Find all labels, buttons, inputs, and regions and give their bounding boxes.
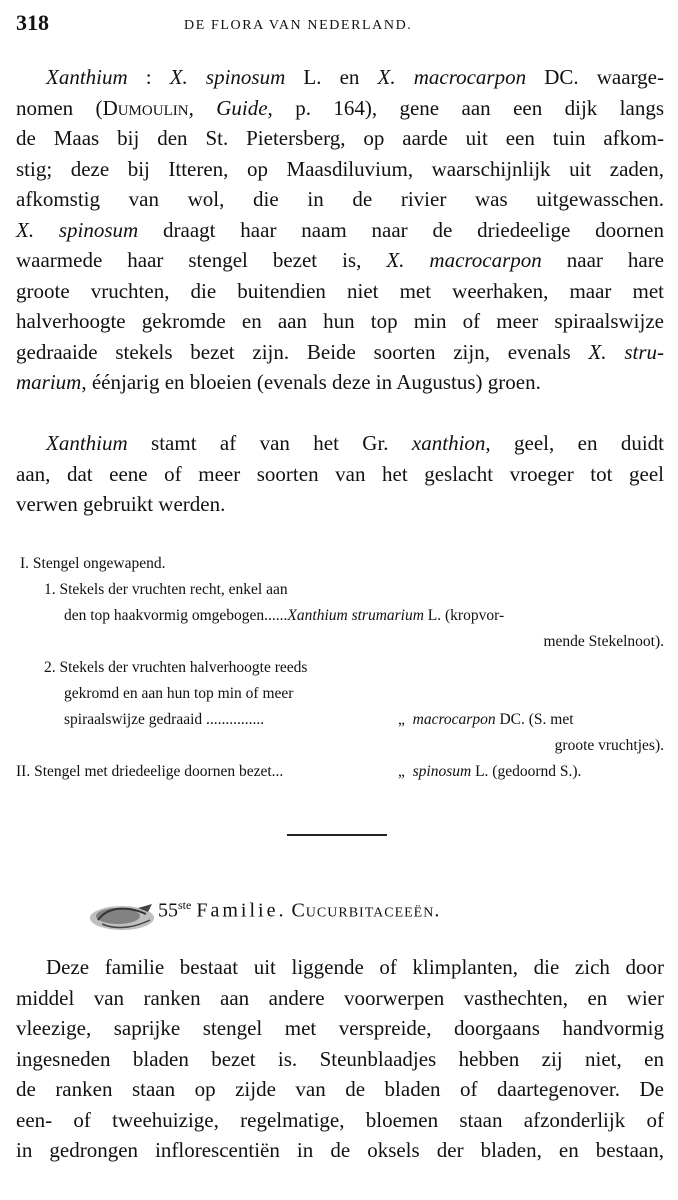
- key-item: den top haakvormig omgebogen......Xanthium strumarium L. (kropvor-: [64, 607, 505, 624]
- family-name: Cucurbitaceeën.: [291, 899, 441, 922]
- paragraph-xanthium-introduction: [16, 62, 664, 398]
- family-heading: [88, 898, 440, 932]
- paragraph: [16, 62, 664, 398]
- key-item: „ spinosum L. (gedoornd S.).: [398, 763, 582, 780]
- key-item: spiraalswijze gedraaid ...............: [64, 711, 265, 728]
- paragraph-family-description: [16, 952, 664, 1166]
- text-line: stig; deze bij Itteren, op Maasdiluvium, waarschijnlijk uit zaden,: [16, 156, 664, 181]
- text-line: Xanthium stamt af van het Gr. xanthion, geel, en duidt: [46, 431, 664, 455]
- key-item: „ macrocarpon DC. (S. met: [398, 711, 574, 728]
- text-line: de Maas bij den St. Pietersberg, op aarde uit een tuin afkom-: [16, 126, 664, 150]
- family-number: 55: [158, 899, 178, 922]
- text-line: middel van ranken aan andere voorwerpen vasthechten, en wier: [16, 985, 664, 1010]
- running-head: [16, 10, 664, 40]
- text-line: een- of tweehuizige, regelmatige, bloemen staan afzonderlijk of: [16, 1107, 664, 1132]
- text-line: afkomstig van wol, die in de rivier was uitgewasschen.: [16, 187, 664, 211]
- key-item: groote vruchtjes).: [554, 737, 664, 754]
- section-divider: [287, 834, 387, 836]
- paragraph: [16, 428, 664, 520]
- text-line: gedraaide stekels bezet zijn. Beide soorten zijn, evenals X. stru-: [16, 339, 664, 364]
- text-line: ingesneden bladen bezet is. Steunblaadjes hebben zij niet, en: [16, 1046, 664, 1071]
- family-word: Familie.: [196, 899, 287, 922]
- text-line: Deze familie bestaat uit liggende of klimplanten, die zich door: [46, 955, 664, 979]
- text-line: nomen (Dumoulin, Guide, p. 164), gene aan een dijk langs: [16, 95, 665, 120]
- text-line: de ranken staan op zijde van de bladen of daartegenover. De: [16, 1077, 664, 1101]
- family-number-suffix: ste: [178, 898, 192, 912]
- page-number: 318: [16, 10, 49, 35]
- running-title: DE FLORA VAN NEDERLAND.: [184, 18, 413, 33]
- text-line: verwen gebruikt werden.: [16, 492, 226, 516]
- key-item: II. Stengel met driedeelige doornen bezet...: [16, 763, 284, 780]
- text-line: aan, dat eene of meer soorten van het geslacht vroeger tot geel: [16, 461, 664, 486]
- text-line: Xanthium : X. spinosum L. en X. macrocarpon DC. waarge-: [46, 65, 664, 89]
- key-item: gekromd en aan hun top min of meer: [64, 685, 294, 702]
- paragraph: [16, 952, 664, 1166]
- text-line: waarmede haar stengel bezet is, X. macrocarpon naar hare: [16, 248, 665, 272]
- paragraph-etymology: [16, 428, 664, 520]
- key-item: 1. Stekels der vruchten recht, enkel aan: [44, 581, 288, 598]
- key-item: I. Stengel ongewapend.: [20, 555, 166, 572]
- text-line: vleezige, saprijke stengel met verspreide, doorgaans handvormig: [16, 1016, 664, 1040]
- text-line: halverhoogte gekromde en aan hun top min of meer spiraalswijze: [16, 309, 664, 333]
- text-line: in gedrongen inflorescentiën in de oksels der bladen, en bestaan,: [16, 1138, 664, 1162]
- text-line: X. spinosum draagt haar naam naar de driedeelige doornen: [16, 217, 664, 242]
- key-item: 2. Stekels der vruchten halverhoogte reeds: [44, 659, 308, 676]
- text-line: marium, éénjarig en bloeien (evenals deze in Augustus) groen.: [16, 370, 541, 394]
- key-item: mende Stekelnoot).: [543, 633, 664, 650]
- text-line: groote vruchten, die buitendien niet met weerhaken, maar met: [16, 278, 664, 303]
